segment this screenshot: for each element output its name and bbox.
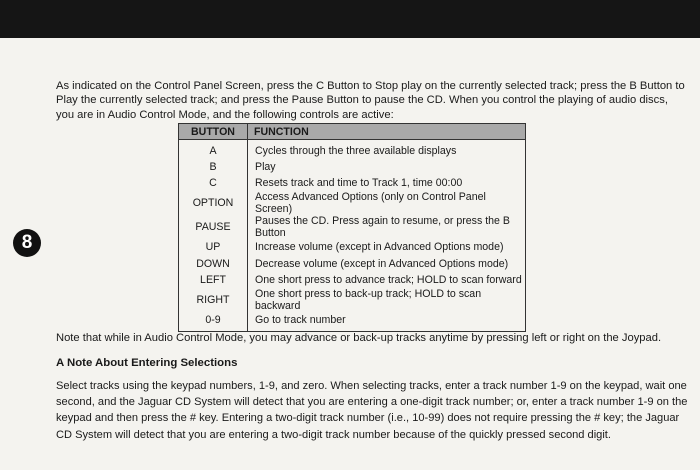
table-row [179, 175, 526, 191]
button-cell: 0-9 [179, 312, 248, 332]
table-row [179, 159, 526, 175]
function-cell: Increase volume (except in Advanced Options mode) [248, 239, 526, 255]
button-cell: DOWN [179, 256, 248, 272]
page-number-badge: 8 [13, 229, 41, 257]
function-cell: Decrease volume (except in Advanced Options mode) [248, 256, 526, 272]
button-cell: RIGHT [179, 288, 248, 312]
function-cell: Access Advanced Options (only on Control Panel Screen) [248, 191, 526, 215]
column-header-button: BUTTON [179, 124, 248, 140]
button-cell: C [179, 175, 248, 191]
table-row [179, 272, 526, 288]
button-cell: PAUSE [179, 215, 248, 239]
function-cell: Cycles through the three available displays [248, 140, 526, 160]
function-cell: One short press to back-up track; HOLD to scan backward [248, 288, 526, 312]
button-cell: UP [179, 239, 248, 255]
controls-table [178, 123, 526, 332]
table-row [179, 256, 526, 272]
table-row [179, 215, 526, 239]
table-row [179, 191, 526, 215]
column-header-function: FUNCTION [248, 124, 526, 140]
function-cell: Resets track and time to Track 1, time 00:00 [248, 175, 526, 191]
button-cell: LEFT [179, 272, 248, 288]
note-paragraph: Note that while in Audio Control Mode, you may advance or back-up tracks anytime by pressing left or right on the Joypad. [56, 332, 662, 344]
table-row [179, 312, 526, 332]
header-bar [0, 0, 700, 38]
table-row [179, 239, 526, 255]
intro-paragraph: As indicated on the Control Panel Screen, press the C Button to Stop play on the currently selected track; press the B Button to Play the currently selected track; and press the Pause Button to pause the CD. When you control the playing of audio discs, you are in Audio Control Mode, and the following controls are active: [56, 80, 685, 121]
table-row [179, 288, 526, 312]
button-cell: A [179, 140, 248, 160]
section-body: Select tracks using the keypad numbers, 1-9, and zero. When selecting tracks, enter a track number 1-9 on the keypad, wait one second, and the Jaguar CD System will detect that you are entering a one-digit track number; or, enter a track number 1-9 on the keypad and then press the # key. Entering a two-digit track number (i.e., 10-99) does not require pressing the # key; the Jaguar CD System will detect that you are entering a two-digit track number because of the quickly pressed second digit. [56, 380, 688, 441]
section-heading: A Note About Entering Selections [56, 357, 238, 369]
function-cell: Play [248, 159, 526, 175]
function-cell: Go to track number [248, 312, 526, 332]
function-cell: One short press to advance track; HOLD to scan forward [248, 272, 526, 288]
button-cell: OPTION [179, 191, 248, 215]
button-cell: B [179, 159, 248, 175]
function-cell: Pauses the CD. Press again to resume, or press the B Button [248, 215, 526, 239]
table-row [179, 140, 526, 160]
table-header-row [179, 124, 526, 140]
